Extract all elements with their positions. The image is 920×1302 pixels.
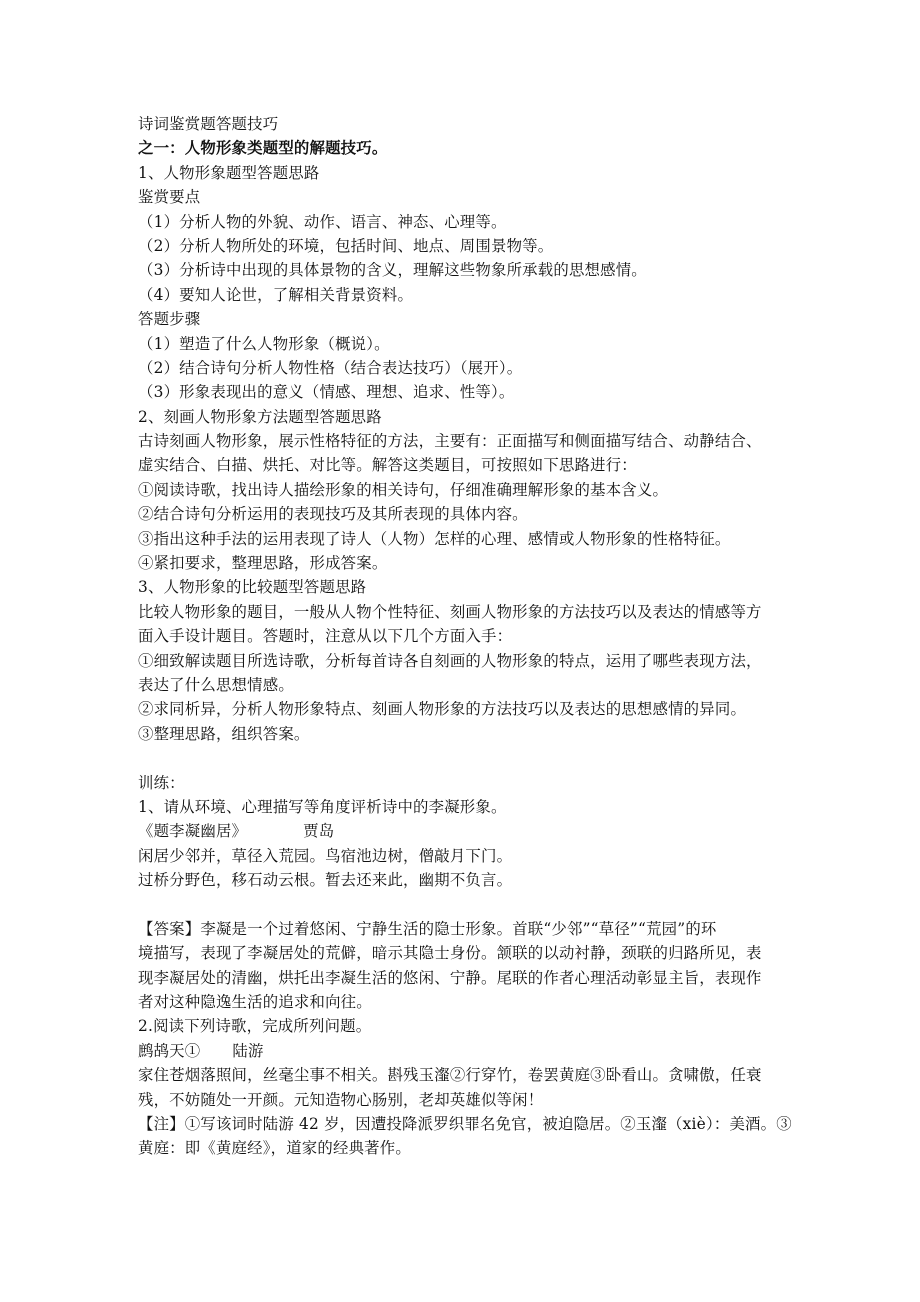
list-item: ③整理思路，组织答案。 (138, 724, 310, 743)
answer-line: 境描写，表现了李凝居处的荒僻，暗示其隐士身份。颔联的以动衬静，颈联的归路所见，表 (138, 944, 762, 963)
list-item: ④紧扣要求，整理思路，形成答案。 (138, 554, 388, 573)
blank-line (138, 893, 788, 917)
list-item: （2）分析人物所处的环境，包括时间、地点、周围景物等。 (138, 236, 554, 255)
poem-line: 残，不妨随处一开颜。元知造物心肠别，老却英雄似等闲！ (138, 1090, 544, 1109)
poem-author: 陆游 (232, 1041, 264, 1060)
question: 2.阅读下列诗歌，完成所列问题。 (138, 1017, 372, 1036)
list-item: （3）形象表现出的意义（情感、理想、追求、性等）。 (138, 383, 515, 402)
section-heading: 之一：人物形象类题型的解题技巧。 (138, 139, 388, 158)
list-item: ①阅读诗歌，找出诗人描绘形象的相关诗句，仔细准确理解形象的基本含义。 (138, 480, 669, 499)
list-item: （1）塑造了什么人物形象（概说）。 (138, 334, 390, 353)
list-item: ①细致解读题目所选诗歌，分析每首诗各自刻画的人物形象的特点，运用了哪些表现方法， (138, 651, 762, 670)
subheading: 2、刻画人物形象方法题型答题思路 (138, 407, 382, 426)
paragraph-line: 面入手设计题目。答题时，注意从以下几个方面入手： (138, 627, 513, 646)
list-item: （1）分析人物的外貌、动作、语言、神态、心理等。 (138, 212, 507, 231)
question: 1、请从环境、心理描写等角度评析诗中的李凝形象。 (138, 797, 507, 816)
list-item: （4）要知人论世，了解相关背景资料。 (138, 285, 414, 304)
answer-tag: 【答案】 (138, 919, 201, 938)
paragraph-line: 比较人物形象的题目，一般从人物个性特征、刻画人物形象的方法技巧以及表达的情感等方 (138, 602, 762, 621)
list-item: ②结合诗句分析运用的表现技巧及其所表现的具体内容。 (138, 505, 528, 524)
poem-title: 《题李凝幽居》 (138, 822, 248, 841)
poem-line: 过桥分野色，移石动云根。暂去还来此，幽期不负言。 (138, 871, 513, 890)
list-item: ②求同析异，分析人物形象特点、刻画人物形象的方法技巧以及表达的思想感情的异同。 (138, 700, 747, 719)
answer-line: 现李凝居处的清幽，烘托出李凝生活的悠闲、宁静。尾联的作者心理活动彰显主旨，表现作 (138, 968, 762, 987)
subheading: 答题步骤 (138, 310, 201, 329)
blank-line (138, 746, 788, 770)
list-item: 表达了什么思想情感。 (138, 675, 294, 694)
note-tag: 【注】 (138, 1115, 185, 1134)
poem-heading (138, 1039, 788, 1063)
poem-heading (138, 819, 788, 843)
note-text: ①写该词时陆游 42 岁，因遭投降派罗织罪名免官，被迫隐居。②玉瀣（xiè）：美酒。③ (184, 1115, 792, 1134)
document-page (138, 112, 792, 1161)
list-item: （2）结合诗句分析人物性格（结合表达技巧）（展开）。 (138, 358, 523, 377)
note-line: 黄庭：即《黄庭经》，道家的经典著作。 (138, 1139, 411, 1158)
poem-title: 鹧鸪天① (138, 1041, 201, 1060)
note-line (138, 1112, 792, 1136)
list-item: （3）分析诗中出现的具体景物的含义，理解这些物象所承载的思想感情。 (138, 261, 647, 280)
list-item: ③指出这种手法的运用表现了诗人（人物）怎样的心理、感情或人物形象的性格特征。 (138, 529, 731, 548)
poem-line: 闲居少邻并，草径入荒园。鸟宿池边树，僧敲月下门。 (138, 846, 513, 865)
answer-line: 者对这种隐逸生活的追求和向往。 (138, 993, 372, 1012)
answer-text: 李凝是一个过着悠闲、宁静生活的隐士形象。首联“少邻”“草径”“荒园”的环 (200, 919, 717, 938)
subheading: 1、人物形象题型答题思路 (138, 163, 320, 182)
poem-author: 贾岛 (303, 822, 335, 841)
training-heading: 训练： (138, 773, 185, 792)
subheading: 鉴赏要点 (138, 188, 201, 207)
answer-line (138, 917, 788, 941)
doc-title: 诗词鉴赏题答题技巧 (138, 115, 279, 133)
paragraph-line: 古诗刻画人物形象，展示性格特征的方法，主要有：正面描写和侧面描写结合、动静结合、 (138, 432, 762, 451)
poem-line: 家住苍烟落照间，丝毫尘事不相关。斟残玉瀣②行穿竹，卷罢黄庭③卧看山。贪啸傲，任衰 (138, 1066, 762, 1085)
paragraph-line: 虚实结合、白描、烘托、对比等。解答这类题目，可按照如下思路进行： (138, 456, 637, 475)
subheading: 3、人物形象的比较题型答题思路 (138, 578, 367, 597)
